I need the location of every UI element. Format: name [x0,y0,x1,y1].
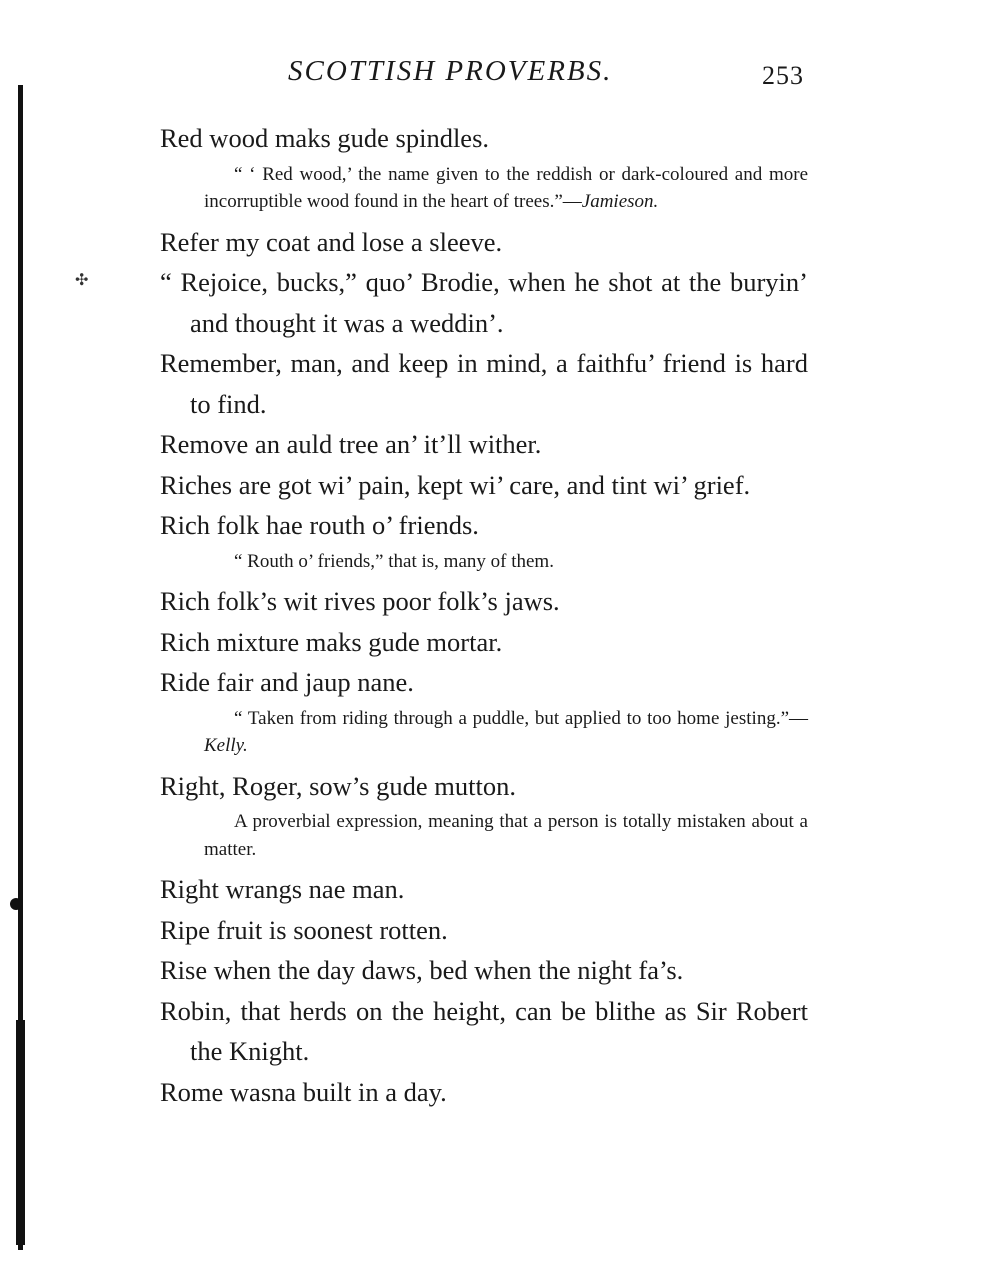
note-source: Jamieson. [581,191,659,212]
proverb-entry: “ Rejoice, bucks,” quo’ Brodie, when he shot at the buryin’ and thought it was a weddin’. [160,267,808,338]
proverb-list [160,118,808,1112]
page-number: 253 [762,61,804,90]
note-text: “ Routh o’ friends,” that is, many of them. [234,550,554,572]
proverb-entry: Remember, man, and keep in mind, a faithfu’ friend is hard to find. [160,348,808,419]
proverb-entry: Rich folk hae routh o’ friends. [160,510,479,540]
proverb-entry: Ride fair and jaup nane. [160,667,414,697]
proverb-note [204,705,808,760]
proverb-entry: Rich folk’s wit rives poor folk’s jaws. [160,586,560,616]
book-binding-shadow [16,1020,25,1245]
running-title: SCOTTISH PROVERBS. [288,55,613,87]
note-text: A proverbial expression, meaning that a person is totally mistaken about a matter. [204,811,808,860]
binding-thread-mark [10,898,22,910]
proverb-entry: Red wood maks gude spindles. [160,123,490,153]
ink-speck: ✣ [75,272,89,289]
proverb-note [204,161,808,216]
proverb-entry: Ripe fruit is soonest rotten. [160,914,448,945]
proverb-note [204,808,808,863]
proverb-entry: Rich mixture maks gude mortar. [160,626,503,657]
page-header [160,55,808,95]
proverb-entry: Rome wasna built in a day. [160,1076,447,1107]
proverb-note [204,548,808,576]
proverb-entry: Remove an auld tree an’ it’ll wither. [160,429,542,459]
proverb-entry: Right, Roger, sow’s gude mutton. [160,770,516,801]
proverb-entry: Refer my coat and lose a sleeve. [160,226,503,257]
proverb-entry: Riches are got wi’ pain, kept wi’ care, and tint wi’ grief. [160,469,751,500]
proverb-entry: Right wrangs nae man. [160,874,405,904]
note-text: “ Taken from riding through a puddle, but applied to too home jesting.”— [234,707,808,729]
proverb-entry: Rise when the day daws, bed when the night fa’s. [160,955,684,985]
note-text: “ ‘ Red wood,’ the name given to the reddish or dark-coloured and more incorruptible wood found in the heart of trees.”— [204,163,808,212]
note-source: Kelly. [204,735,248,756]
proverb-entry: Robin, that herds on the height, can be blithe as Sir Robert the Knight. [160,995,808,1066]
